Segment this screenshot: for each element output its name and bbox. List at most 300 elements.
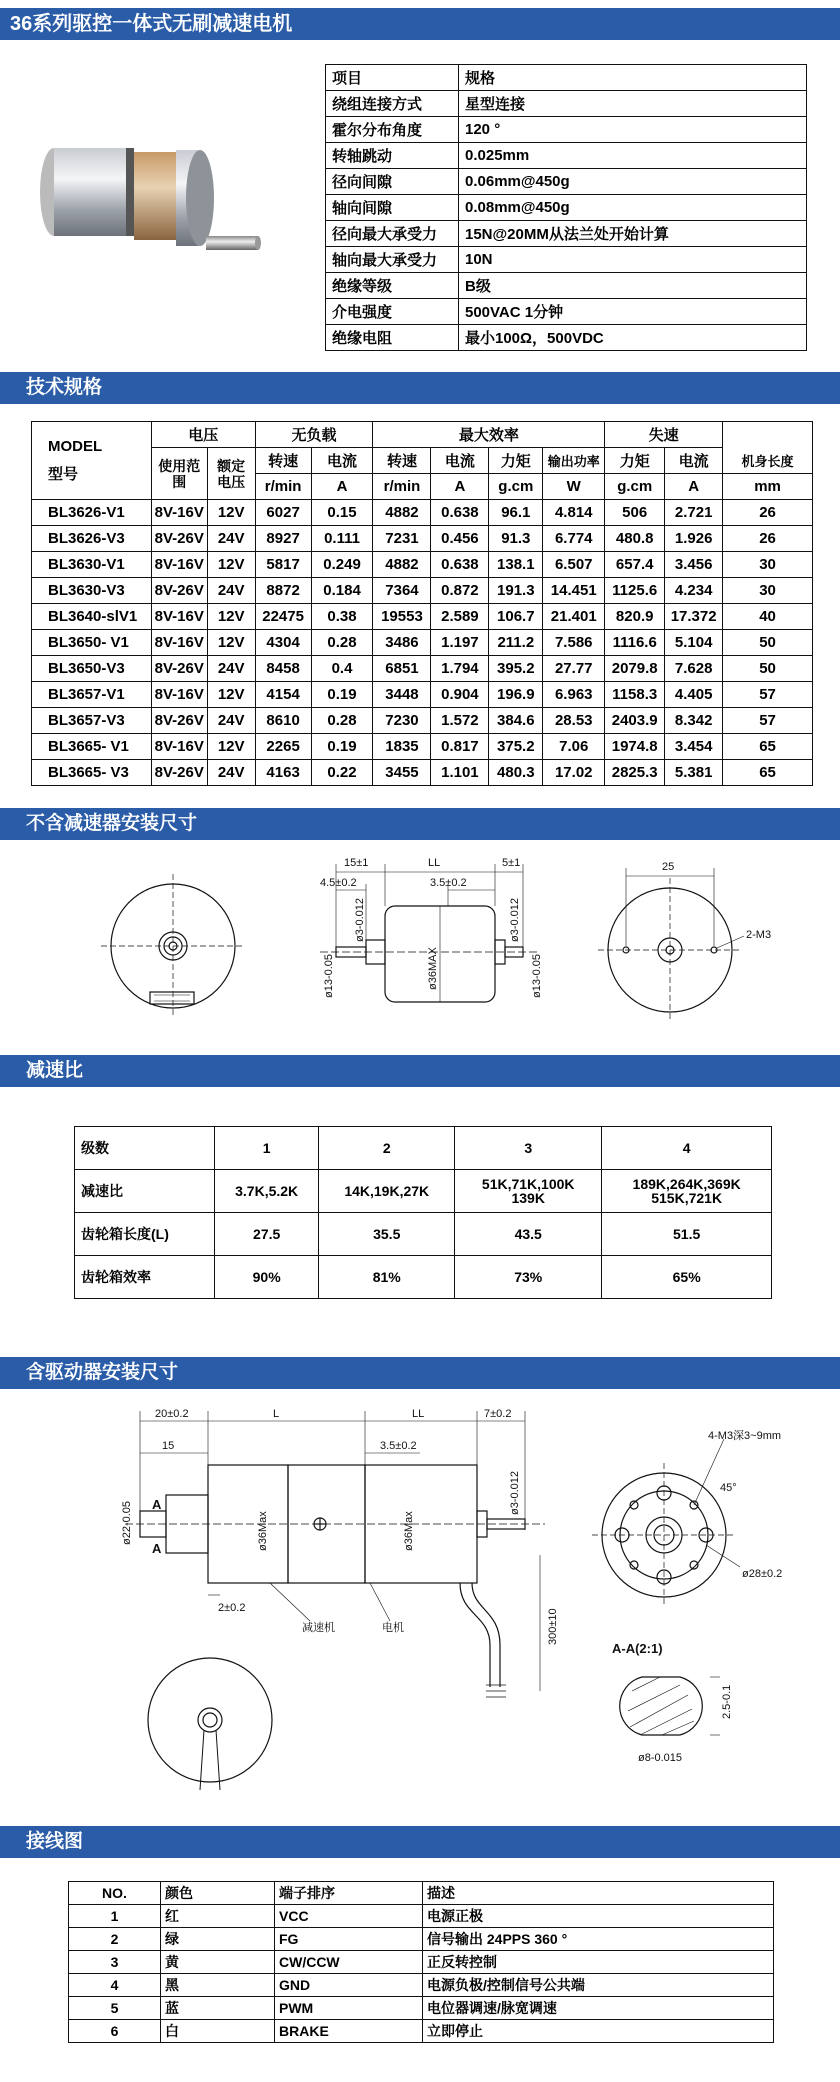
cell-maxeff-speed: 4882	[373, 552, 431, 578]
wire-color: 绿	[161, 1928, 275, 1951]
cell-stall-torque: 480.8	[605, 526, 665, 552]
wire-no: 4	[69, 1974, 161, 1997]
wire-terminal: PWM	[275, 1997, 423, 2020]
cell-body-length: 26	[723, 526, 813, 552]
cell-maxeff-speed: 7230	[373, 708, 431, 734]
ratio-label: 齿轮箱效率	[75, 1256, 215, 1299]
cell-maxeff-output: 14.451	[543, 578, 605, 604]
table-row	[32, 630, 813, 656]
ratio-value: 14K,19K,27K	[319, 1170, 455, 1213]
cell-maxeff-speed: 19553	[373, 604, 431, 630]
dim-3-5: 3.5±0.2	[430, 877, 467, 889]
ratio-table	[74, 1126, 772, 1299]
cell-noload-speed: 5817	[255, 552, 311, 578]
col-model-en: MODEL	[48, 437, 103, 455]
cell-noload-current: 0.28	[311, 630, 373, 656]
section-aa-label: A-A(2:1)	[612, 1641, 663, 1656]
spec-item: 介电强度	[326, 299, 459, 325]
wire-terminal: GND	[275, 1974, 423, 1997]
dim-ll: LL	[428, 857, 441, 869]
wire-description: 电源负极/控制信号公共端	[423, 1974, 774, 1997]
cell-rated-voltage: 12V	[207, 552, 255, 578]
wire-no: 6	[69, 2020, 161, 2043]
ratio-value: 81%	[319, 1256, 455, 1299]
spec-row	[326, 169, 807, 195]
spec-row	[326, 299, 807, 325]
section-mark-a-top: A	[152, 1497, 162, 1512]
table-row	[69, 1951, 774, 1974]
col-noload: 无负载	[255, 422, 373, 448]
cell-maxeff-output: 6.774	[543, 526, 605, 552]
ratio-value: 3.7K,5.2K	[215, 1170, 319, 1213]
ratio-value: 73%	[455, 1256, 602, 1299]
unit-rmin-2: r/min	[373, 474, 431, 500]
dim-dia36-motor: ø36Max	[403, 1511, 415, 1551]
cell-noload-speed: 8872	[255, 578, 311, 604]
cell-model: BL3665- V1	[32, 734, 152, 760]
table-row	[69, 1905, 774, 1928]
col-stall: 失速	[605, 422, 723, 448]
cell-model: BL3657-V1	[32, 682, 152, 708]
dim-dia3-right: ø3-0.012	[509, 897, 521, 942]
cell-maxeff-output: 6.963	[543, 682, 605, 708]
cell-rated-voltage: 24V	[207, 708, 255, 734]
cell-maxeff-torque: 106.7	[489, 604, 543, 630]
wire-terminal: CW/CCW	[275, 1951, 423, 1974]
cell-noload-speed: 22475	[255, 604, 311, 630]
cell-rated-voltage: 12V	[207, 682, 255, 708]
col-torque-1: 力矩	[489, 448, 543, 474]
table-row	[69, 2020, 774, 2043]
wire-description: 正反转控制	[423, 1951, 774, 1974]
dim-15: 15	[162, 1440, 175, 1452]
cell-stall-current: 7.628	[665, 656, 723, 682]
cell-body-length: 30	[723, 552, 813, 578]
cell-stall-current: 3.456	[665, 552, 723, 578]
cell-noload-current: 0.22	[311, 760, 373, 786]
cell-maxeff-torque: 395.2	[489, 656, 543, 682]
cell-use-range: 8V-16V	[151, 500, 207, 526]
dim-4-m3: 4-M3深3~9mm	[708, 1430, 782, 1442]
cell-rated-voltage: 12V	[207, 630, 255, 656]
spec-value: 120 °	[459, 117, 807, 143]
cell-stall-torque: 1974.8	[605, 734, 665, 760]
cell-use-range: 8V-26V	[151, 708, 207, 734]
cell-maxeff-output: 27.77	[543, 656, 605, 682]
cell-maxeff-speed: 7364	[373, 578, 431, 604]
table-row	[32, 708, 813, 734]
cell-rated-voltage: 24V	[207, 578, 255, 604]
ratio-value: 35.5	[319, 1213, 455, 1256]
cell-maxeff-torque: 196.9	[489, 682, 543, 708]
cell-maxeff-torque: 138.1	[489, 552, 543, 578]
spec-item: 绝缘等级	[326, 273, 459, 299]
wire-description: 电源正极	[423, 1905, 774, 1928]
ratio-value: 43.5	[455, 1213, 602, 1256]
spec-item: 绕组连接方式	[326, 91, 459, 117]
ratio-value: 65%	[602, 1256, 772, 1299]
cell-noload-current: 0.249	[311, 552, 373, 578]
spec-item: 轴向最大承受力	[326, 247, 459, 273]
cell-stall-torque: 1116.6	[605, 630, 665, 656]
wiring-header-row	[69, 1882, 774, 1905]
cell-model: BL3626-V3	[32, 526, 152, 552]
dim-45: 45°	[720, 1482, 737, 1494]
cell-stall-current: 17.372	[665, 604, 723, 630]
cell-maxeff-speed: 4882	[373, 500, 431, 526]
col-speed-2: 转速	[373, 448, 431, 474]
cell-model: BL3650-V3	[32, 656, 152, 682]
spec-value: 最小100Ω，500VDC	[459, 325, 807, 351]
wire-no: NO.	[69, 1882, 161, 1905]
motor-photo	[30, 130, 300, 310]
cell-model: BL3665- V3	[32, 760, 152, 786]
cell-model: BL3650- V1	[32, 630, 152, 656]
ratio-value: 27.5	[215, 1213, 319, 1256]
dim-2-5: 2.5-0.1	[721, 1684, 733, 1719]
unit-a-2: A	[431, 474, 489, 500]
tech-heading: 技术规格	[26, 377, 103, 398]
page-title: 36系列驱控一体式无刷减速电机	[10, 13, 293, 35]
cell-noload-speed: 8927	[255, 526, 311, 552]
spec-value: 10N	[459, 247, 807, 273]
cell-maxeff-speed: 3455	[373, 760, 431, 786]
cell-noload-speed: 6027	[255, 500, 311, 526]
wire-color: 蓝	[161, 1997, 275, 2020]
table-row	[69, 1928, 774, 1951]
cell-noload-speed: 8610	[255, 708, 311, 734]
cell-maxeff-torque: 191.3	[489, 578, 543, 604]
cell-body-length: 50	[723, 630, 813, 656]
cell-stall-current: 3.454	[665, 734, 723, 760]
wire-description: 立即停止	[423, 2020, 774, 2043]
dim-dia22: ø22-0.05	[121, 1500, 133, 1545]
wire-color: 黑	[161, 1974, 275, 1997]
cell-stall-torque: 1158.3	[605, 682, 665, 708]
cell-stall-current: 2.721	[665, 500, 723, 526]
table-row	[32, 578, 813, 604]
section-mark-a-bottom: A	[152, 1541, 162, 1556]
cell-rated-voltage: 12V	[207, 604, 255, 630]
cell-stall-torque: 2825.3	[605, 760, 665, 786]
wire-terminal: FG	[275, 1928, 423, 1951]
row-ratio	[75, 1170, 772, 1213]
table-row	[32, 552, 813, 578]
wiring-heading: 接线图	[26, 1831, 84, 1852]
dim-5: 5±1	[502, 857, 521, 869]
cell-noload-speed: 4163	[255, 760, 311, 786]
row-efficiency	[75, 1256, 772, 1299]
cell-model: BL3657-V3	[32, 708, 152, 734]
ratio-value: 51.5	[602, 1213, 772, 1256]
col-rated: 额定电压	[207, 448, 255, 500]
col-output: 输出功率	[543, 448, 605, 474]
cell-noload-current: 0.15	[311, 500, 373, 526]
cell-maxeff-output: 7.586	[543, 630, 605, 656]
unit-a-1: A	[311, 474, 373, 500]
spec-value: 0.08mm@450g	[459, 195, 807, 221]
dim-300: 300±10	[547, 1608, 559, 1645]
cell-use-range: 8V-16V	[151, 604, 207, 630]
cell-rated-voltage: 12V	[207, 500, 255, 526]
cell-maxeff-current: 1.101	[431, 760, 489, 786]
dim-3-5: 3.5±0.2	[380, 1440, 417, 1452]
end-view-left	[101, 874, 245, 1018]
wire-description: 描述	[423, 1882, 774, 1905]
page-title-banner	[0, 8, 840, 40]
cell-noload-speed: 4304	[255, 630, 311, 656]
cell-noload-current: 0.28	[311, 708, 373, 734]
cell-use-range: 8V-16V	[151, 734, 207, 760]
cell-use-range: 8V-26V	[151, 656, 207, 682]
cell-maxeff-speed: 6851	[373, 656, 431, 682]
spec-item: 霍尔分布角度	[326, 117, 459, 143]
col-current-1: 电流	[311, 448, 373, 474]
col-maxeff: 最大效率	[373, 422, 605, 448]
cell-stall-torque: 2403.9	[605, 708, 665, 734]
wire-description: 信号输出 24PPS 360 °	[423, 1928, 774, 1951]
cell-body-length: 57	[723, 708, 813, 734]
cell-maxeff-current: 1.572	[431, 708, 489, 734]
dim-dia13-right: ø13-0.05	[531, 953, 543, 998]
cell-noload-current: 0.19	[311, 682, 373, 708]
dims-with-driver-drawing	[20, 1395, 820, 1795]
cell-rated-voltage: 24V	[207, 760, 255, 786]
table-row	[32, 500, 813, 526]
cell-use-range: 8V-26V	[151, 526, 207, 552]
dim-2: 2±0.2	[218, 1602, 246, 1614]
cell-stall-current: 4.405	[665, 682, 723, 708]
unit-gcm-1: g.cm	[489, 474, 543, 500]
cell-body-length: 65	[723, 760, 813, 786]
col-length: 机身长度	[723, 448, 813, 474]
cell-stall-current: 4.234	[665, 578, 723, 604]
cell-maxeff-output: 21.401	[543, 604, 605, 630]
dim-dia13-left: ø13-0.05	[323, 953, 335, 998]
table-row	[32, 526, 813, 552]
cell-stall-torque: 506	[605, 500, 665, 526]
dims2-heading: 含驱动器安装尺寸	[26, 1362, 179, 1383]
wire-no: 3	[69, 1951, 161, 1974]
ratio-label: 齿轮箱长度(L)	[75, 1213, 215, 1256]
cell-body-length: 50	[723, 656, 813, 682]
wire-color: 颜色	[161, 1882, 275, 1905]
cell-noload-current: 0.184	[311, 578, 373, 604]
wire-terminal: 端子排序	[275, 1882, 423, 1905]
side-view	[320, 857, 543, 1002]
cell-rated-voltage: 24V	[207, 526, 255, 552]
dim-dia28: ø28±0.2	[742, 1568, 783, 1580]
dims1-heading: 不含减速器安装尺寸	[26, 813, 198, 834]
unit-a-3: A	[665, 474, 723, 500]
cell-model: BL3630-V1	[32, 552, 152, 578]
cell-stall-current: 8.342	[665, 708, 723, 734]
tech-spec-table	[31, 421, 813, 786]
cell-stall-torque: 820.9	[605, 604, 665, 630]
spec-item: 径向间隙	[326, 169, 459, 195]
dim-15: 15±1	[344, 857, 369, 869]
dims2-banner	[0, 1357, 840, 1389]
ratio-value: 1	[215, 1127, 319, 1170]
dim-25: 25	[662, 861, 675, 873]
dim-ll: LL	[412, 1408, 425, 1420]
spec-value: 星型连接	[459, 91, 807, 117]
ratio-value: 2	[319, 1127, 455, 1170]
label-motor: 电机	[382, 1622, 404, 1634]
spec-value: 0.025mm	[459, 143, 807, 169]
dims1-banner	[0, 808, 840, 840]
cell-noload-current: 0.19	[311, 734, 373, 760]
dim-dia36: ø36MAX	[427, 947, 439, 990]
wire-color: 黄	[161, 1951, 275, 1974]
ratio-value: 4	[602, 1127, 772, 1170]
spec-value: B级	[459, 273, 807, 299]
label-gearbox: 减速机	[302, 1622, 335, 1634]
col-current-3: 电流	[665, 448, 723, 474]
cell-model: BL3626-V1	[32, 500, 152, 526]
cell-body-length: 26	[723, 500, 813, 526]
cell-maxeff-current: 0.872	[431, 578, 489, 604]
spec-item: 转轴跳动	[326, 143, 459, 169]
dim-2-m3: 2-M3	[746, 929, 772, 941]
spec-item: 项目	[326, 65, 459, 91]
wiring-table	[68, 1881, 774, 2043]
table-row	[32, 734, 813, 760]
cell-use-range: 8V-26V	[151, 578, 207, 604]
cell-rated-voltage: 24V	[207, 656, 255, 682]
dim-dia36-gear: ø36Max	[257, 1511, 269, 1551]
dim-dia3: ø3-0.012	[509, 1470, 521, 1515]
table-row	[32, 682, 813, 708]
cell-maxeff-current: 2.589	[431, 604, 489, 630]
spec-row	[326, 325, 807, 351]
spec-item: 绝缘电阻	[326, 325, 459, 351]
spec-value: 500VAC 1分钟	[459, 299, 807, 325]
cell-maxeff-speed: 3448	[373, 682, 431, 708]
col-model-cn: 型号	[48, 465, 79, 483]
dim-7: 7±0.2	[484, 1408, 512, 1420]
spec-row	[326, 221, 807, 247]
dim-20: 20±0.2	[155, 1408, 189, 1420]
cell-noload-current: 0.111	[311, 526, 373, 552]
spec-value: 规格	[459, 65, 807, 91]
wire-terminal: VCC	[275, 1905, 423, 1928]
cell-maxeff-current: 0.456	[431, 526, 489, 552]
tech-banner	[0, 372, 840, 404]
row-length	[75, 1213, 772, 1256]
cell-use-range: 8V-16V	[151, 630, 207, 656]
cell-body-length: 65	[723, 734, 813, 760]
wire-color: 白	[161, 2020, 275, 2043]
dims-without-gearbox-drawing	[20, 850, 820, 1050]
cell-model: BL3640-slV1	[32, 604, 152, 630]
cell-stall-torque: 1125.6	[605, 578, 665, 604]
col-speed-1: 转速	[255, 448, 311, 474]
wire-no: 1	[69, 1905, 161, 1928]
ratio-heading: 减速比	[26, 1060, 84, 1081]
cell-maxeff-current: 0.817	[431, 734, 489, 760]
col-torque-2: 力矩	[605, 448, 665, 474]
wire-no: 5	[69, 1997, 161, 2020]
table-row	[32, 656, 813, 682]
unit-mm: mm	[723, 474, 813, 500]
cell-noload-current: 0.4	[311, 656, 373, 682]
row-stages	[75, 1127, 772, 1170]
cell-maxeff-current: 0.904	[431, 682, 489, 708]
ratio-label: 级数	[75, 1127, 215, 1170]
cell-stall-current: 1.926	[665, 526, 723, 552]
ratio-value: 3	[455, 1127, 602, 1170]
wire-color: 红	[161, 1905, 275, 1928]
cell-stall-torque: 657.4	[605, 552, 665, 578]
cell-stall-current: 5.381	[665, 760, 723, 786]
cell-maxeff-speed: 3486	[373, 630, 431, 656]
ratio-value: 90%	[215, 1256, 319, 1299]
dim-dia3-left: ø3-0.012	[354, 897, 366, 942]
unit-rmin-1: r/min	[255, 474, 311, 500]
cell-body-length: 40	[723, 604, 813, 630]
spec-item: 径向最大承受力	[326, 221, 459, 247]
cell-maxeff-torque: 384.6	[489, 708, 543, 734]
cell-maxeff-output: 4.814	[543, 500, 605, 526]
cell-model: BL3630-V3	[32, 578, 152, 604]
wire-no: 2	[69, 1928, 161, 1951]
cell-body-length: 30	[723, 578, 813, 604]
wire-description: 电位器调速/脉宽调速	[423, 1997, 774, 2020]
cell-use-range: 8V-16V	[151, 552, 207, 578]
cell-use-range: 8V-16V	[151, 682, 207, 708]
col-use-range: 使用范围	[151, 448, 207, 500]
cell-maxeff-output: 7.06	[543, 734, 605, 760]
ratio-value: 51K,71K,100K 139K	[455, 1170, 602, 1213]
wiring-banner	[0, 1826, 840, 1858]
spec-value: 0.06mm@450g	[459, 169, 807, 195]
cell-noload-speed: 8458	[255, 656, 311, 682]
cell-maxeff-output: 28.53	[543, 708, 605, 734]
table-row	[69, 1997, 774, 2020]
cell-stall-torque: 2079.8	[605, 656, 665, 682]
end-view-right	[598, 861, 771, 1022]
unit-w: W	[543, 474, 605, 500]
cell-noload-current: 0.38	[311, 604, 373, 630]
spec-value: 15N@20MM从法兰处开始计算	[459, 221, 807, 247]
cell-maxeff-torque: 91.3	[489, 526, 543, 552]
cell-maxeff-speed: 1835	[373, 734, 431, 760]
spec-row	[326, 91, 807, 117]
spec-row	[326, 247, 807, 273]
cell-stall-current: 5.104	[665, 630, 723, 656]
ratio-value: 189K,264K,369K 515K,721K	[602, 1170, 772, 1213]
cell-maxeff-torque: 211.2	[489, 630, 543, 656]
cell-maxeff-current: 1.197	[431, 630, 489, 656]
table-row	[69, 1974, 774, 1997]
cell-noload-speed: 4154	[255, 682, 311, 708]
dim-4-5: 4.5±0.2	[320, 877, 357, 889]
cell-body-length: 57	[723, 682, 813, 708]
cell-maxeff-output: 6.507	[543, 552, 605, 578]
cell-maxeff-current: 0.638	[431, 500, 489, 526]
cell-maxeff-current: 1.794	[431, 656, 489, 682]
spec-table	[325, 64, 807, 351]
cell-rated-voltage: 12V	[207, 734, 255, 760]
spec-row	[326, 273, 807, 299]
spec-row	[326, 117, 807, 143]
cell-maxeff-torque: 480.3	[489, 760, 543, 786]
spec-row	[326, 195, 807, 221]
table-row	[32, 604, 813, 630]
spec-item: 轴向间隙	[326, 195, 459, 221]
cell-maxeff-torque: 375.2	[489, 734, 543, 760]
